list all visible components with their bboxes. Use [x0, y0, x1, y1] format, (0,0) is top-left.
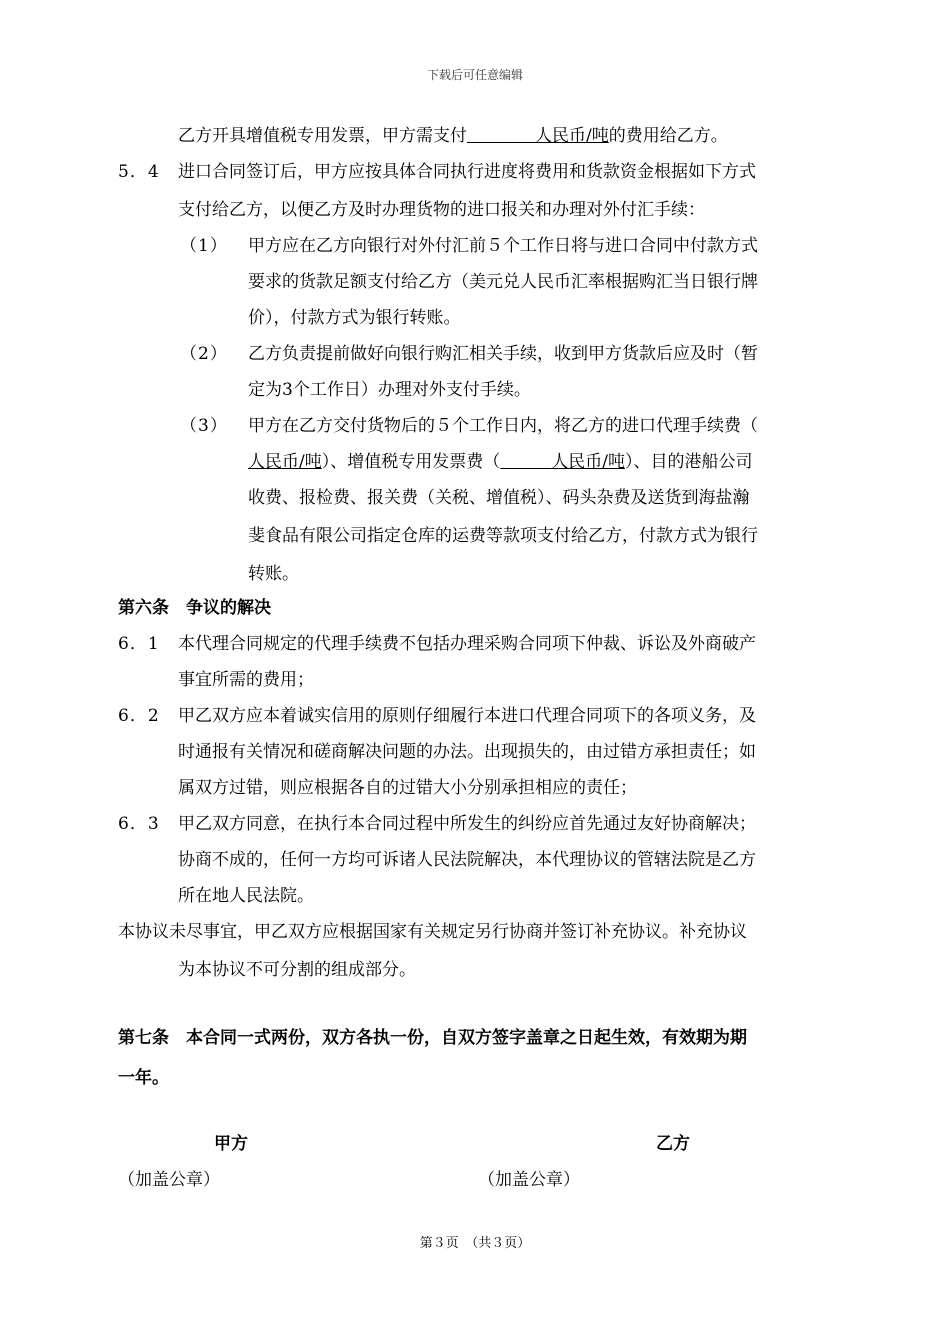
section-6-1-line-1: 本代理合同规定的代理手续费不包括办理采购合同项下仲裁、诉讼及外商破产 [178, 634, 756, 654]
item-3-line-2-end: ）、目的港船公司 [624, 452, 753, 472]
section-6-3-number: 6．3 [118, 814, 160, 834]
section-6-2-number: 6．2 [118, 706, 160, 726]
payment-prefix: 乙方开具增值税专用发票，甲方需支付 [178, 126, 467, 146]
section-6-3-line-2: 协商不成的，任何一方均可诉诸人民法院解决，本代理协议的管辖法院是乙方 [178, 850, 756, 870]
payment-unit: 人民币/吨 [535, 126, 609, 146]
item-3-line-3: 收费、报检费、报关费（关税、增值税）、码头杂费及送货到海盐瀚 [248, 488, 750, 508]
item-2-line-1: 乙方负责提前做好向银行购汇相关手续，收到甲方货款后应及时（暂 [248, 344, 758, 364]
item-3-number: （3） [180, 416, 228, 436]
clause-7-line-1: 第七条 本合同一式两份，双方各执一份，自双方签字盖章之日起生效，有效期为期 [118, 1028, 747, 1048]
item-3-line-4: 斐食品有限公司指定仓库的运费等款项支付给乙方，付款方式为银行 [248, 526, 758, 546]
clause-6-title: 第六条 争议的解决 [118, 598, 271, 618]
item-1-number: （1） [180, 236, 228, 256]
clause-7-line-2: 一年。 [118, 1068, 169, 1088]
party-b-seal: （加盖公章） [478, 1170, 580, 1190]
party-a-seal: （加盖公章） [118, 1170, 220, 1190]
party-b-label: 乙方 [656, 1134, 690, 1154]
item-2-number: （2） [180, 344, 228, 364]
item-3-line-5: 转账。 [248, 564, 299, 584]
section-6-3-line-1: 甲乙双方同意，在执行本合同过程中所发生的纠纷应首先通过友好协商解决； [178, 814, 756, 834]
header-note: 下载后可任意编辑 [426, 68, 523, 82]
section-6-2-line-3: 属双方过错，则应根据各自的过错大小分别承担相应的责任； [178, 778, 637, 798]
section-5-4-line-2: 支付给乙方，以便乙方及时办理货物的进口报关和办理对外付汇手续： [178, 200, 705, 220]
section-6-2-line-2: 时通报有关情况和磋商解决问题的办法。出现损失的，由过错方承担责任；如 [178, 742, 756, 762]
item-1-line-1: 甲方应在乙方向银行对外付汇前５个工作日将与进口合同中付款方式 [248, 236, 758, 256]
closing-line-1: 本协议未尽事宜，甲乙双方应根据国家有关规定另行协商并签订补充协议。补充协议 [118, 922, 747, 942]
party-a-label: 甲方 [214, 1134, 248, 1154]
item-1-line-2: 要求的货款足额支付给乙方（美元兑人民币汇率根据购汇当日银行牌 [248, 272, 758, 292]
item-3-line-1: 甲方在乙方交付货物后的５个工作日内，将乙方的进口代理手续费（ [248, 416, 758, 436]
section-5-4-number: 5．4 [118, 162, 160, 182]
payment-line [178, 124, 728, 148]
agency-fee-unit: 人民币/吨 [248, 452, 322, 472]
section-6-1-number: 6．1 [118, 634, 160, 654]
invoice-fee-blank [500, 452, 625, 472]
item-2-line-2: 定为3个工作日）办理对外支付手续。 [248, 380, 531, 400]
payment-suffix: 的费用给乙方。 [608, 126, 728, 146]
item-1-line-3: 价），付款方式为银行转账。 [248, 308, 461, 328]
item-3-line-2-mid: ）、增值税专用发票费（ [321, 452, 501, 472]
section-6-3-line-3: 所在地人民法院。 [178, 886, 314, 906]
invoice-fee-unit: 人民币/吨 [551, 452, 625, 472]
section-6-2-line-1: 甲乙双方应本着诚实信用的原则仔细履行本进口代理合同项下的各项义务，及 [178, 706, 756, 726]
item-3-line-2 [248, 450, 752, 474]
payment-blank [467, 126, 609, 146]
section-6-1-line-2: 事宜所需的费用； [178, 670, 314, 690]
section-5-4-line-1: 进口合同签订后，甲方应按具体合同执行进度将费用和货款资金根据如下方式 [178, 162, 756, 182]
page-footer: 第３页 （共３页） [419, 1236, 531, 1251]
closing-line-2: 为本协议不可分割的组成部分。 [178, 960, 416, 980]
